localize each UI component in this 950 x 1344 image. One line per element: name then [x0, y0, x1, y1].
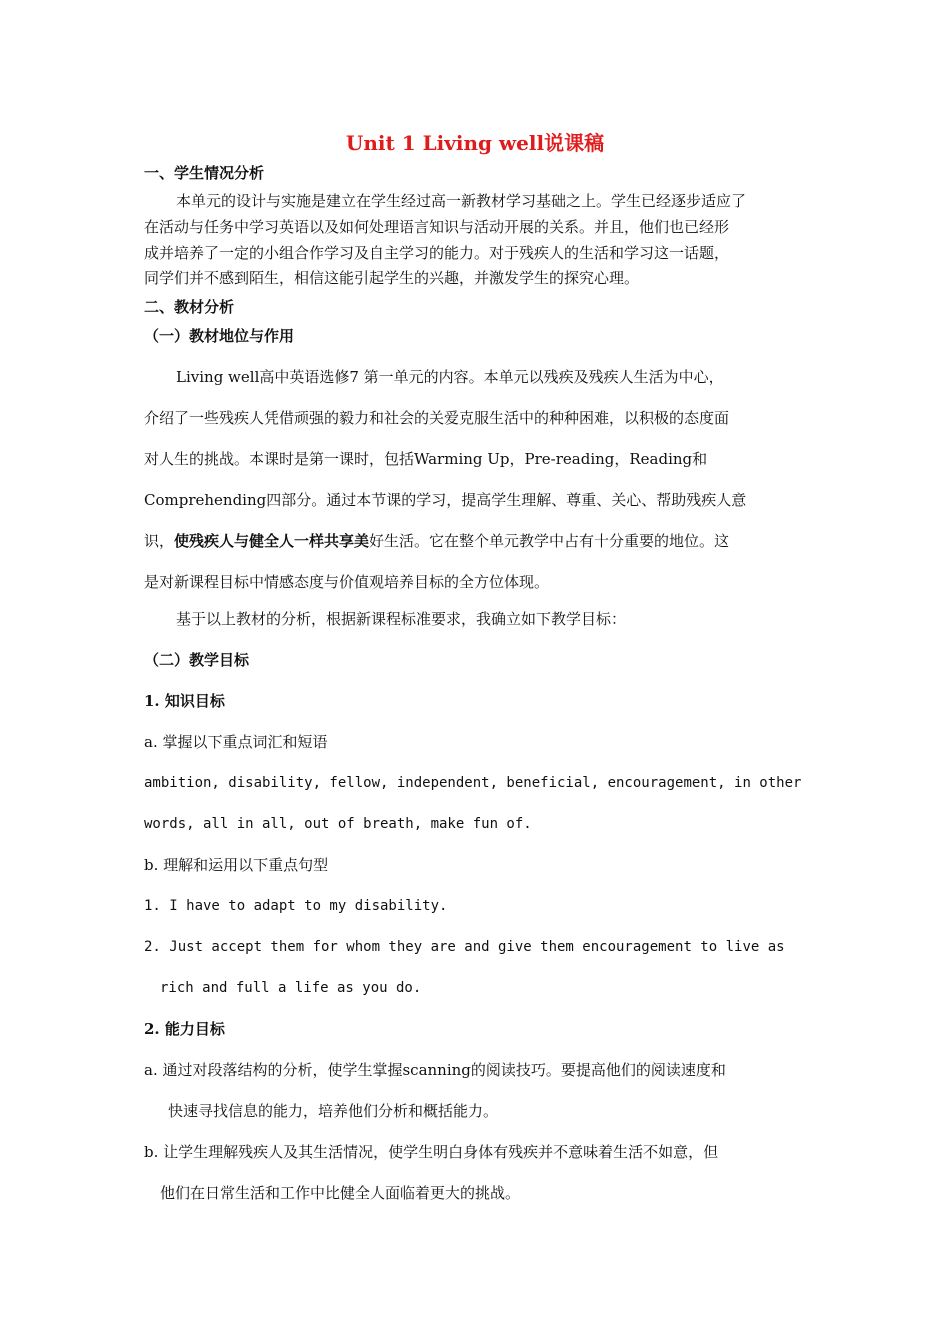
section-heading-material-analysis: 二、教材分析 [144, 298, 235, 316]
vocabulary-line: words, all in all, out of breath, make fun of. [144, 816, 532, 832]
paragraph-line: 是对新课程目标中情感态度与价值观培养目标的全方位体现。 [144, 573, 550, 591]
section-heading-student-analysis: 一、学生情况分析 [144, 164, 265, 182]
paragraph-line: Living well高中英语选修7 第一单元的内容。本单元以残疾及残疾人生活为中心， [176, 368, 724, 386]
paragraph-line: 在活动与任务中学习英语以及如何处理语言知识与活动开展的关系。并且，他们也已经形 [144, 218, 730, 236]
document-title: Unit 1 Living well说课稿 [345, 131, 605, 155]
list-item-continued: 他们在日常生活和工作中比健全人面临着更大的挑战。 [160, 1184, 521, 1202]
paragraph-line: Comprehending四部分。通过本节课的学习，提高学生理解、尊重、关心、帮助残疾人意 [144, 491, 747, 509]
paragraph-line: 基于以上教材的分析，根据新课程标准要求，我确立如下教学目标： [176, 610, 627, 628]
list-item: b. 让学生理解残疾人及其生活情况，使学生明白身体有残疾并不意味着生活不如意，但 [144, 1143, 719, 1161]
text-run: 好生活。它在整个单元教学中占有十分重要的地位。这 [369, 532, 730, 550]
goal-heading-ability: 2. 能力目标 [144, 1020, 225, 1038]
list-item: b. 理解和运用以下重点句型 [144, 856, 329, 874]
sentence-pattern: 1. I have to adapt to my disability. [144, 898, 448, 914]
subsection-heading-material-role: （一）教材地位与作用 [144, 327, 295, 345]
goal-heading-knowledge: 1. 知识目标 [144, 692, 225, 710]
paragraph-line: 介绍了一些残疾人凭借顽强的毅力和社会的关爱克服生活中的种种困难，以积极的态度面 [144, 409, 730, 427]
list-item-continued: 快速寻找信息的能力，培养他们分析和概括能力。 [168, 1102, 499, 1120]
paragraph-line: 成并培养了一定的小组合作学习及自主学习的能力。对于残疾人的生活和学习这一话题， [144, 244, 730, 262]
list-item: a. 通过对段落结构的分析，使学生掌握scanning的阅读技巧。要提高他们的阅读速度和 [144, 1061, 726, 1079]
paragraph-line-mixed [144, 531, 729, 551]
bold-text-run: 使残疾人与健全人一样共享美 [174, 532, 370, 550]
paragraph-line: 本单元的设计与实施是建立在学生经过高一新教材学习基础之上。学生已经逐步适应了 [176, 192, 747, 210]
paragraph-line: 同学们并不感到陌生，相信这能引起学生的兴趣，并激发学生的探究心理。 [144, 269, 640, 287]
text-run: 识， [144, 532, 175, 550]
list-item: a. 掌握以下重点词汇和短语 [144, 733, 328, 751]
vocabulary-line: ambition, disability, fellow, independent, beneficial, encouragement, in other [144, 775, 802, 791]
paragraph-line: 对人生的挑战。本课时是第一课时，包括Warming Up，Pre-reading，Reading和 [144, 450, 708, 468]
sentence-pattern: 2. Just accept them for whom they are and give them encouragement to live as [144, 939, 785, 955]
subsection-heading-teaching-goals: （二）教学目标 [144, 651, 250, 669]
sentence-pattern-continued: rich and full a life as you do. [160, 980, 422, 996]
